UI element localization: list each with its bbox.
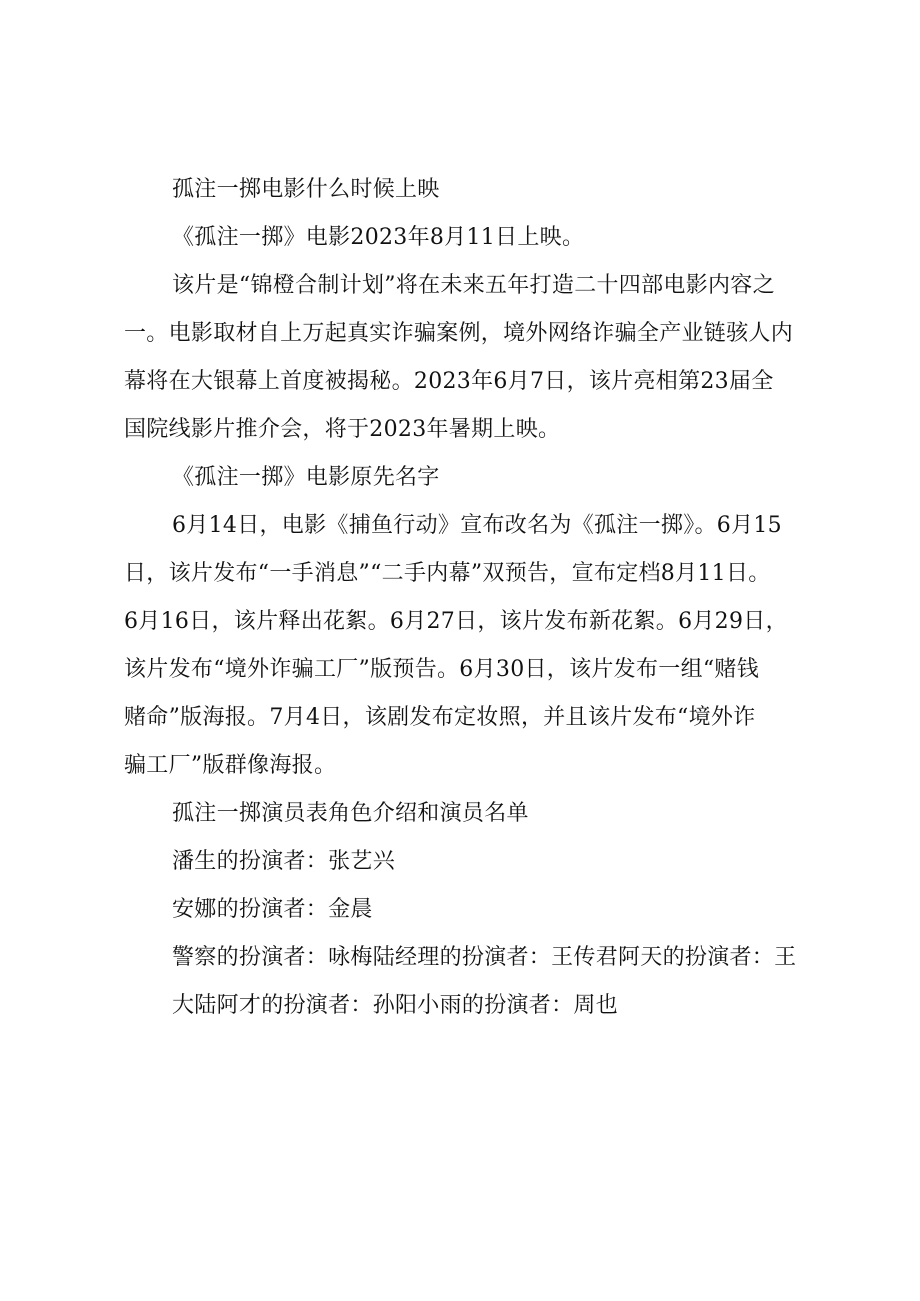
heading-release-time: 孤注一掷电影什么时候上映 — [172, 177, 440, 202]
cast-item: 潘生的扮演者：张艺兴 — [172, 849, 396, 874]
cast-item: 安娜的扮演者：金晨 — [172, 897, 373, 922]
heading-original-name: 《孤注一掷》电影原先名字 — [172, 465, 440, 490]
heading-cast-list: 孤注一掷演员表角色介绍和演员名单 — [172, 801, 529, 826]
paragraph-line: 日，该片发布“一手消息”“二手内幕”双预告，宣布定档8月11日。 — [124, 561, 771, 586]
paragraph-line: 该片发布“境外诈骗工厂”版预告。6月30日，该片发布一组“赌钱 — [124, 657, 760, 682]
paragraph-line: 该片是“锦橙合制计划”将在未来五年打造二十四部电影内容之 — [172, 273, 775, 298]
document-body — [124, 166, 824, 1030]
paragraph-line: 赌命”版海报。7月4日，该剧发布定妆照，并且该片发布“境外诈 — [124, 705, 756, 730]
release-date-line: 《孤注一掷》电影2023年8月11日上映。 — [172, 225, 585, 250]
paragraph-line: 一。电影取材自上万起真实诈骗案例，境外网络诈骗全产业链骇人内 — [124, 321, 794, 346]
cast-item: 警察的扮演者：咏梅陆经理的扮演者：王传君阿天的扮演者：王 — [172, 945, 797, 970]
cast-list — [124, 838, 824, 1030]
paragraph-timeline — [124, 502, 824, 790]
paragraph-line: 6月16日，该片释出花絮。6月27日，该片发布新花絮。6月29日， — [124, 609, 788, 634]
cast-item: 大陆阿才的扮演者：孙阳小雨的扮演者：周也 — [172, 993, 619, 1018]
paragraph-project-info — [124, 262, 824, 454]
paragraph-line: 骗工厂”版群像海报。 — [124, 753, 337, 778]
paragraph-line: 幕将在大银幕上首度被揭秘。2023年6月7日，该片亮相第23届全 — [124, 369, 774, 394]
paragraph-line: 国院线影片推介会，将于2023年暑期上映。 — [124, 417, 561, 442]
paragraph-line: 6月14日，电影《捕鱼行动》宣布改名为《孤注一掷》。6月15 — [172, 513, 782, 538]
